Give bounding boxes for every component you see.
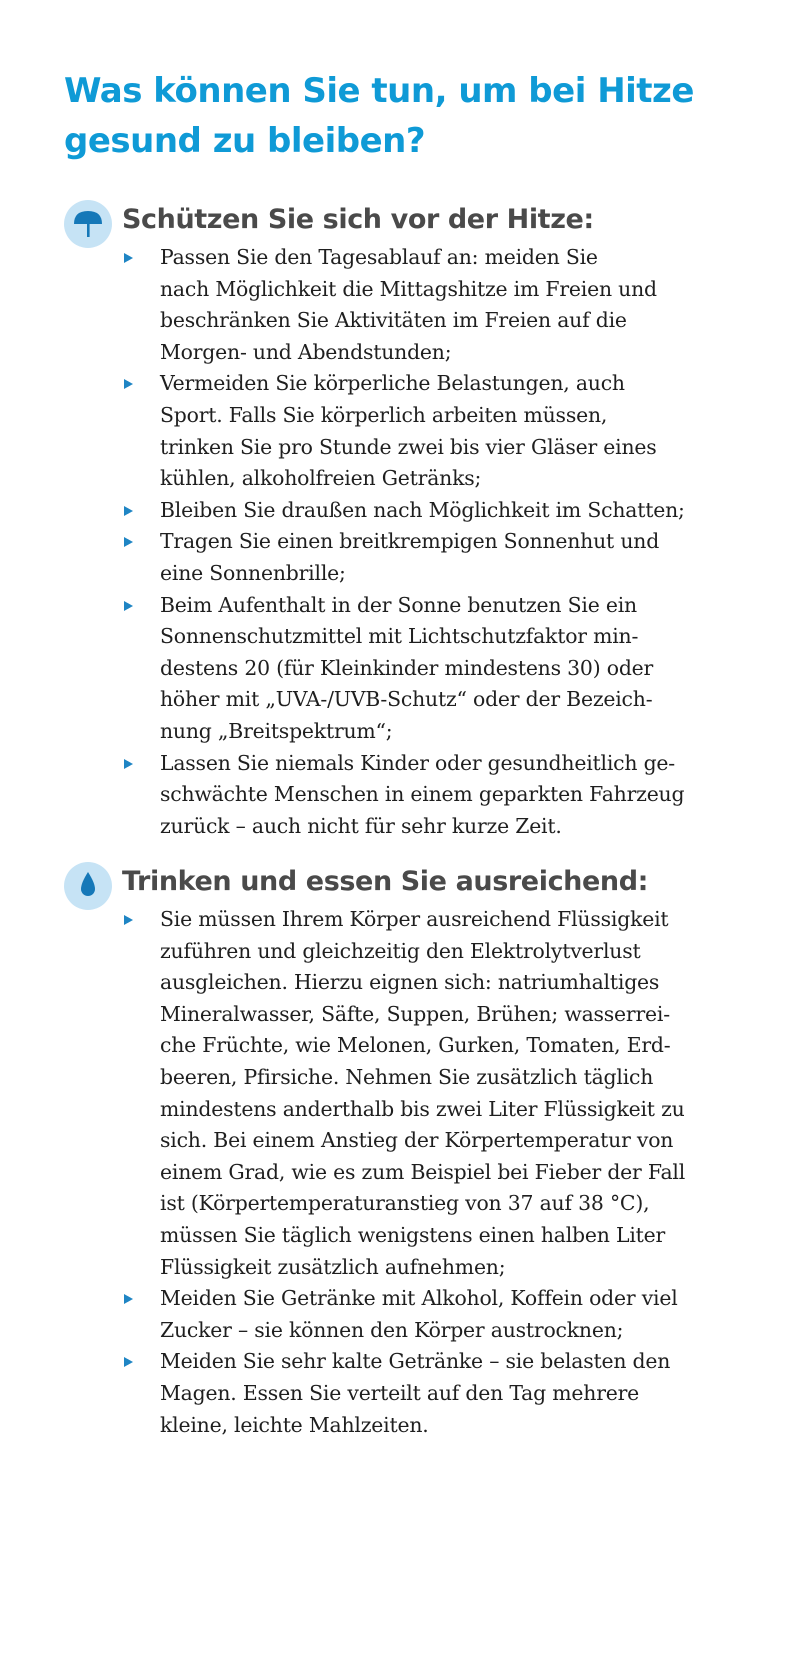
section-header (64, 860, 744, 904)
section-heat-protection (64, 198, 744, 842)
bullet-arrow-icon (124, 759, 133, 769)
page-title-line-1: Was können Sie tun, um bei Hitze (64, 71, 694, 111)
list-item (64, 495, 744, 527)
list-item-line: Vermeiden Sie körperliche Belastungen, auch (160, 371, 625, 396)
list-item-line: mindestens anderthalb bis zwei Liter Flüssigkeit zu (160, 1096, 685, 1121)
bullet-arrow-icon (124, 1294, 133, 1304)
list-item-line: Zucker – sie können den Körper austrocknen; (160, 1317, 624, 1342)
list-item (64, 526, 744, 589)
bullet-arrow-icon (124, 537, 133, 547)
list-item-line: ausgleichen. Hierzu eignen sich: natriumhaltiges (160, 970, 660, 995)
bullet-arrow-icon (124, 915, 133, 925)
list-item-line: che Früchte, wie Melonen, Gurken, Tomaten, Erd- (160, 1033, 671, 1058)
list-item-line: Morgen- und Abendstunden; (160, 339, 452, 364)
list-item (64, 242, 744, 368)
list-item (64, 1346, 744, 1441)
list-item (64, 590, 744, 748)
bullet-arrow-icon (124, 601, 133, 611)
list-item-line: nung „Breitspektrum“; (160, 718, 393, 743)
umbrella-icon (64, 200, 112, 248)
list-item-line: nach Möglichkeit die Mittagshitze im Freien und (160, 276, 657, 301)
list-item (64, 1283, 744, 1346)
list-item-line: eine Sonnenbrille; (160, 560, 346, 585)
bullet-arrow-icon (124, 379, 133, 389)
list-item-line: Bleiben Sie draußen nach Möglichkeit im Schatten; (160, 497, 685, 522)
list-item-line: zurück – auch nicht für sehr kurze Zeit. (160, 813, 562, 838)
list-item-line: Passen Sie den Tagesablauf an: meiden Sie (160, 245, 598, 269)
section-heading: Schützen Sie sich vor der Hitze: (122, 204, 594, 235)
list-item-line: einem Grad, wie es zum Beispiel bei Fieber der Fall (160, 1159, 686, 1184)
page-title-line-2: gesund zu bleiben? (64, 121, 426, 161)
list-item (64, 748, 744, 843)
list-item-line: destens 20 (für Kleinkinder mindestens 30) oder (160, 655, 654, 680)
bullet-arrow-icon (124, 506, 133, 516)
page-title (64, 66, 754, 166)
water-drop-icon (64, 862, 112, 910)
list-item-line: beschränken Sie Aktivitäten im Freien auf die (160, 308, 627, 333)
list-item-line: Flüssigkeit zusätzlich aufnehmen; (160, 1254, 506, 1279)
list-item-line: höher mit „UVA-/UVB-Schutz“ oder der Bezeich- (160, 687, 653, 712)
list-item-line: Sie müssen Ihrem Körper ausreichend Flüssigkeit (160, 907, 669, 931)
bullet-list (64, 242, 744, 842)
list-item-line: ist (Körpertemperaturanstieg von 37 auf 38 °C), (160, 1191, 650, 1216)
bullet-list (64, 904, 744, 1441)
list-item-line: zuführen und gleichzeitig den Elektrolytverlust (160, 938, 641, 963)
list-item-line: beeren, Pfirsiche. Nehmen Sie zusätzlich täglich (160, 1064, 654, 1089)
list-item-line: kühlen, alkoholfreien Getränks; (160, 466, 482, 491)
list-item-line: Beim Aufenthalt in der Sonne benutzen Sie ein (160, 592, 637, 617)
list-item-line: Tragen Sie einen breitkrempigen Sonnenhut und (160, 529, 660, 554)
list-item-line: Sport. Falls Sie körperlich arbeiten müssen, (160, 402, 608, 427)
list-item-line: sich. Bei einem Anstieg der Körpertemperatur von (160, 1128, 674, 1153)
bullet-arrow-icon (124, 1357, 133, 1367)
section-drink-and-eat (64, 860, 744, 1441)
list-item-line: kleine, leichte Mahlzeiten. (160, 1412, 429, 1437)
list-item (64, 368, 744, 494)
list-item-line: Sonnenschutzmittel mit Lichtschutzfaktor min- (160, 624, 639, 649)
section-heading: Trinken und essen Sie ausreichend: (122, 866, 649, 897)
list-item-line: müssen Sie täglich wenigstens einen halben Liter (160, 1222, 666, 1247)
list-item-line: Magen. Essen Sie verteilt auf den Tag mehrere (160, 1380, 640, 1405)
list-item-line: trinken Sie pro Stunde zwei bis vier Gläser eines (160, 434, 657, 459)
list-item (64, 904, 744, 1283)
list-item-line: Lassen Sie niemals Kinder oder gesundheitlich ge- (160, 750, 675, 775)
bullet-arrow-icon (124, 253, 133, 263)
list-item-line: Meiden Sie sehr kalte Getränke – sie belasten den (160, 1349, 671, 1374)
list-item-line: Meiden Sie Getränke mit Alkohol, Koffein oder viel (160, 1286, 678, 1311)
section-header (64, 198, 744, 242)
list-item-line: schwächte Menschen in einem geparkten Fahrzeug (160, 782, 685, 807)
list-item-line: Mineralwasser, Säfte, Suppen, Brühen; wasserrei- (160, 1001, 670, 1026)
